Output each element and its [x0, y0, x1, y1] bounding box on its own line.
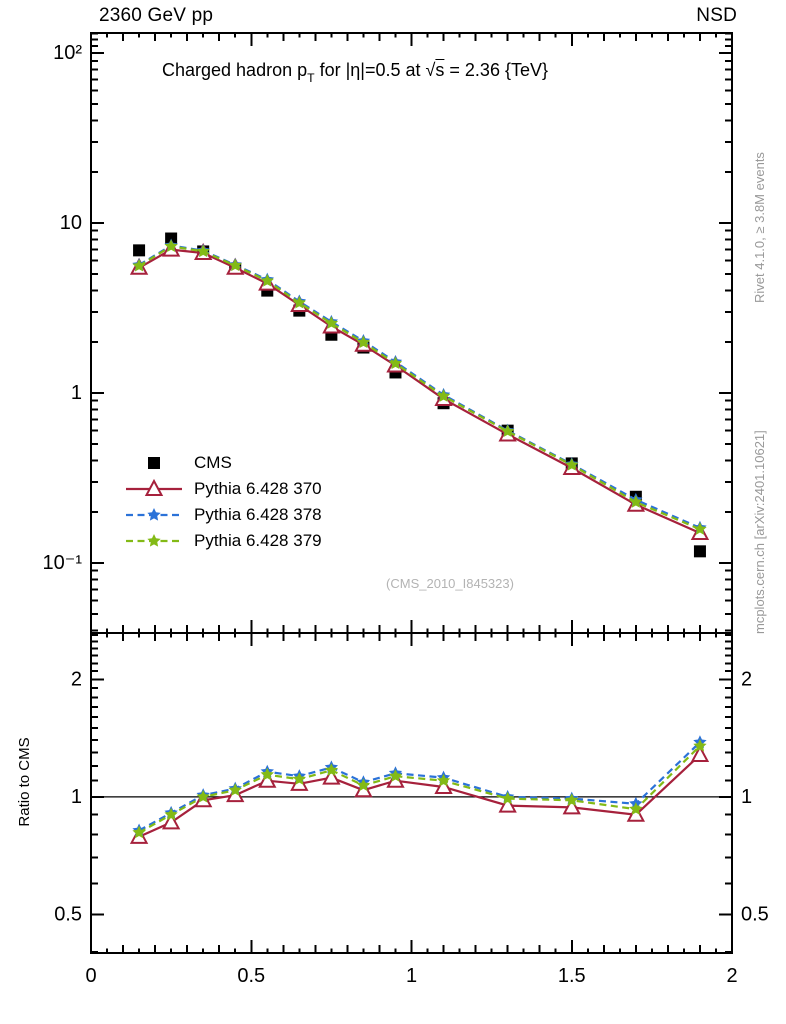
ratio-y-tick-label-left: 2 — [70, 668, 82, 691]
legend-item-pythia-370 — [124, 476, 322, 502]
legend-item-cms — [124, 450, 322, 476]
main-y-tick-label: 10 — [59, 211, 82, 234]
legend-label: Pythia 6.428 370 — [194, 479, 322, 498]
data-point — [147, 508, 160, 521]
series-pythia-6-428-379-ratio — [132, 739, 706, 838]
rivet-version-note: Rivet 4.1.0, ≥ 3.8M events — [752, 152, 767, 303]
data-point — [133, 244, 145, 256]
ratio-y-tick-label-left: 1 — [70, 785, 82, 808]
ratio-frame — [91, 633, 732, 953]
data-point — [147, 534, 160, 547]
data-point — [694, 545, 706, 557]
cms-marker-icon — [124, 452, 184, 474]
title-text: = 2.36 {TeV} — [444, 60, 548, 80]
legend-item-pythia-379 — [124, 528, 322, 554]
legend-label: Pythia 6.428 379 — [194, 531, 322, 550]
analysis-watermark: (CMS_2010_I845323) — [386, 576, 514, 591]
triangle-marker-icon — [124, 478, 184, 500]
ratio-axis-title: Ratio to CMS — [16, 737, 33, 827]
mcplots-reference-note: mcplots.cern.ch [arXiv:2401.10621] — [752, 430, 767, 634]
legend-label: CMS — [194, 453, 232, 472]
x-tick-label: 2 — [726, 965, 738, 987]
main-y-tick-label: 10⁻¹ — [42, 551, 82, 574]
data-point — [148, 457, 160, 469]
event-class-label: NSD — [696, 5, 737, 26]
x-tick-label: 0.5 — [237, 965, 266, 987]
main-y-tick-label: 1 — [70, 381, 82, 404]
series-pythia-6-428-370-ratio — [132, 747, 708, 843]
sqrt-argument: s — [435, 60, 445, 80]
title-text: Charged hadron p — [162, 60, 308, 80]
x-tick-label: 1.5 — [557, 965, 586, 987]
series-pythia-6-428-378-ratio — [132, 735, 706, 836]
legend — [124, 450, 322, 554]
title-subscript: T — [307, 71, 315, 85]
x-tick-label: 1 — [405, 965, 418, 987]
beam-energy-label: 2360 GeV pp — [99, 5, 214, 26]
green-star-marker-icon — [124, 530, 184, 552]
legend-label: Pythia 6.428 378 — [194, 505, 322, 524]
x-tick-label: 0 — [85, 965, 97, 987]
ratio-y-tick-label-right: 2 — [741, 668, 753, 691]
sqrt-symbol: √ — [425, 60, 436, 80]
main-y-tick-label: 10² — [53, 41, 82, 64]
ratio-y-tick-label-right: 1 — [741, 785, 753, 808]
ratio-y-tick-label-right: 0.5 — [741, 903, 769, 926]
ratio-y-tick-label-left: 0.5 — [54, 903, 82, 926]
title-text: for |η|=0.5 at — [314, 60, 426, 80]
legend-item-pythia-378 — [124, 502, 322, 528]
blue-star-marker-icon — [124, 504, 184, 526]
